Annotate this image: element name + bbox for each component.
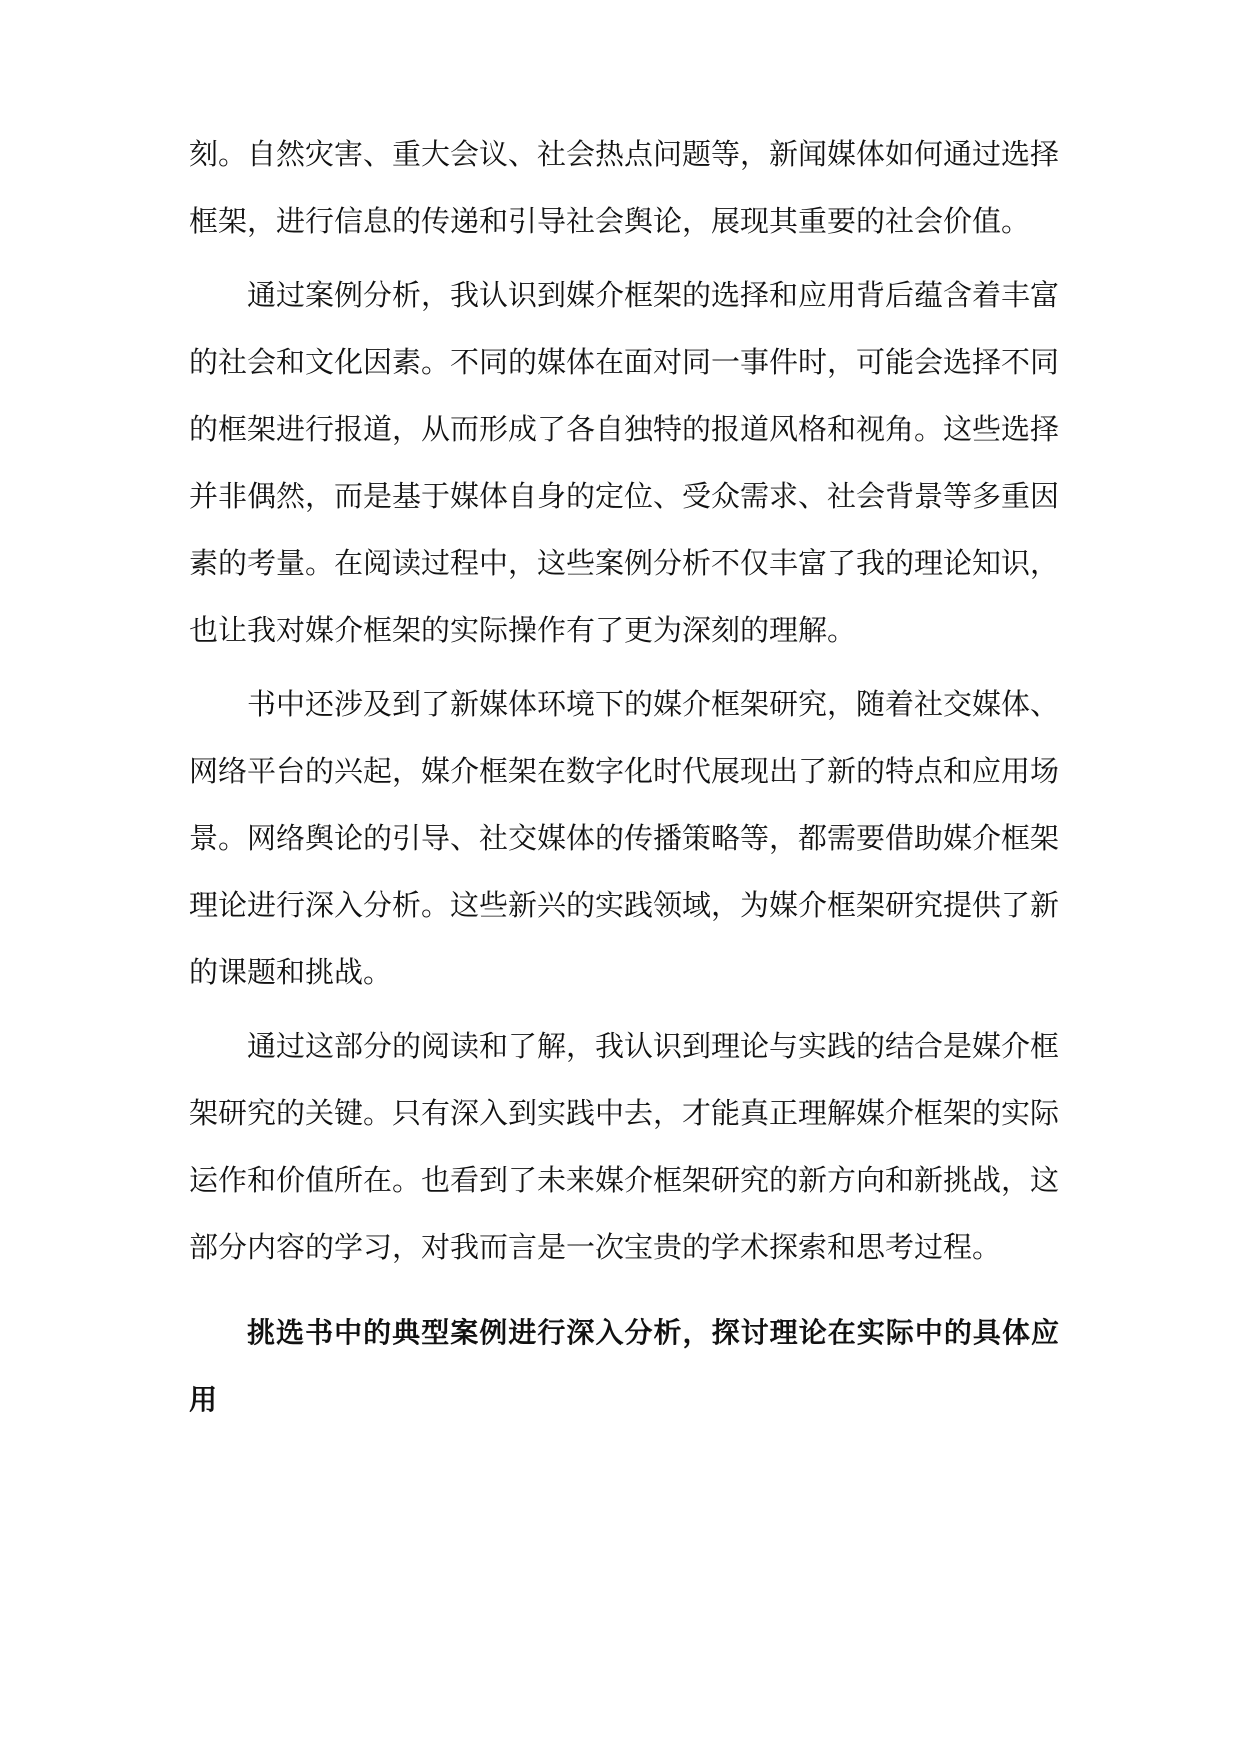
paragraph-2-line-6: 也让我对媒介框架的实际操作有了更为深刻的理解。 — [189, 613, 857, 647]
paragraph-1-line-2: 框架，进行信息的传递和引导社会舆论，展现其重要的社会价值。 — [189, 204, 1031, 238]
paragraph-2-line-5: 素的考量。在阅读过程中，这些案例分析不仅丰富了我的理论知识， — [189, 546, 1060, 580]
paragraph-3-line-4: 理论进行深入分析。这些新兴的实践领域，为媒介框架研究提供了新 — [189, 888, 1060, 922]
section-heading-line-2: 用 — [189, 1383, 218, 1416]
paragraph-3-line-2: 网络平台的兴起，媒介框架在数字化时代展现出了新的特点和应用场 — [189, 754, 1060, 788]
paragraph-2-line-4: 并非偶然，而是基于媒体自身的定位、受众需求、社会背景等多重因 — [189, 479, 1060, 513]
paragraph-2-line-1: 通过案例分析，我认识到媒介框架的选择和应用背后蕴含着丰富 — [247, 278, 1060, 312]
paragraph-3-line-1: 书中还涉及到了新媒体环境下的媒介框架研究，随着社交媒体、 — [247, 687, 1060, 721]
paragraph-2-line-3: 的框架进行报道，从而形成了各自独特的报道风格和视角。这些选择 — [189, 412, 1060, 446]
paragraph-2-line-2: 的社会和文化因素。不同的媒体在面对同一事件时，可能会选择不同 — [189, 345, 1060, 379]
paragraph-3-line-3: 景。网络舆论的引导、社交媒体的传播策略等，都需要借助媒介框架 — [189, 821, 1060, 855]
paragraph-3-line-5: 的课题和挑战。 — [189, 955, 393, 989]
paragraph-4-line-2: 架研究的关键。只有深入到实践中去，才能真正理解媒介框架的实际 — [189, 1096, 1060, 1130]
paragraph-1-line-1: 刻。自然灾害、重大会议、社会热点问题等，新闻媒体如何通过选择 — [189, 137, 1060, 171]
section-heading-line-1: 挑选书中的典型案例进行深入分析，探讨理论在实际中的具体应 — [247, 1316, 1059, 1349]
paragraph-4-line-4: 部分内容的学习，对我而言是一次宝贵的学术探索和思考过程。 — [189, 1230, 1002, 1264]
paragraph-4-line-1: 通过这部分的阅读和了解，我认识到理论与实践的结合是媒介框 — [247, 1029, 1060, 1063]
paragraph-4-line-3: 运作和价值所在。也看到了未来媒介框架研究的新方向和新挑战，这 — [189, 1163, 1060, 1197]
